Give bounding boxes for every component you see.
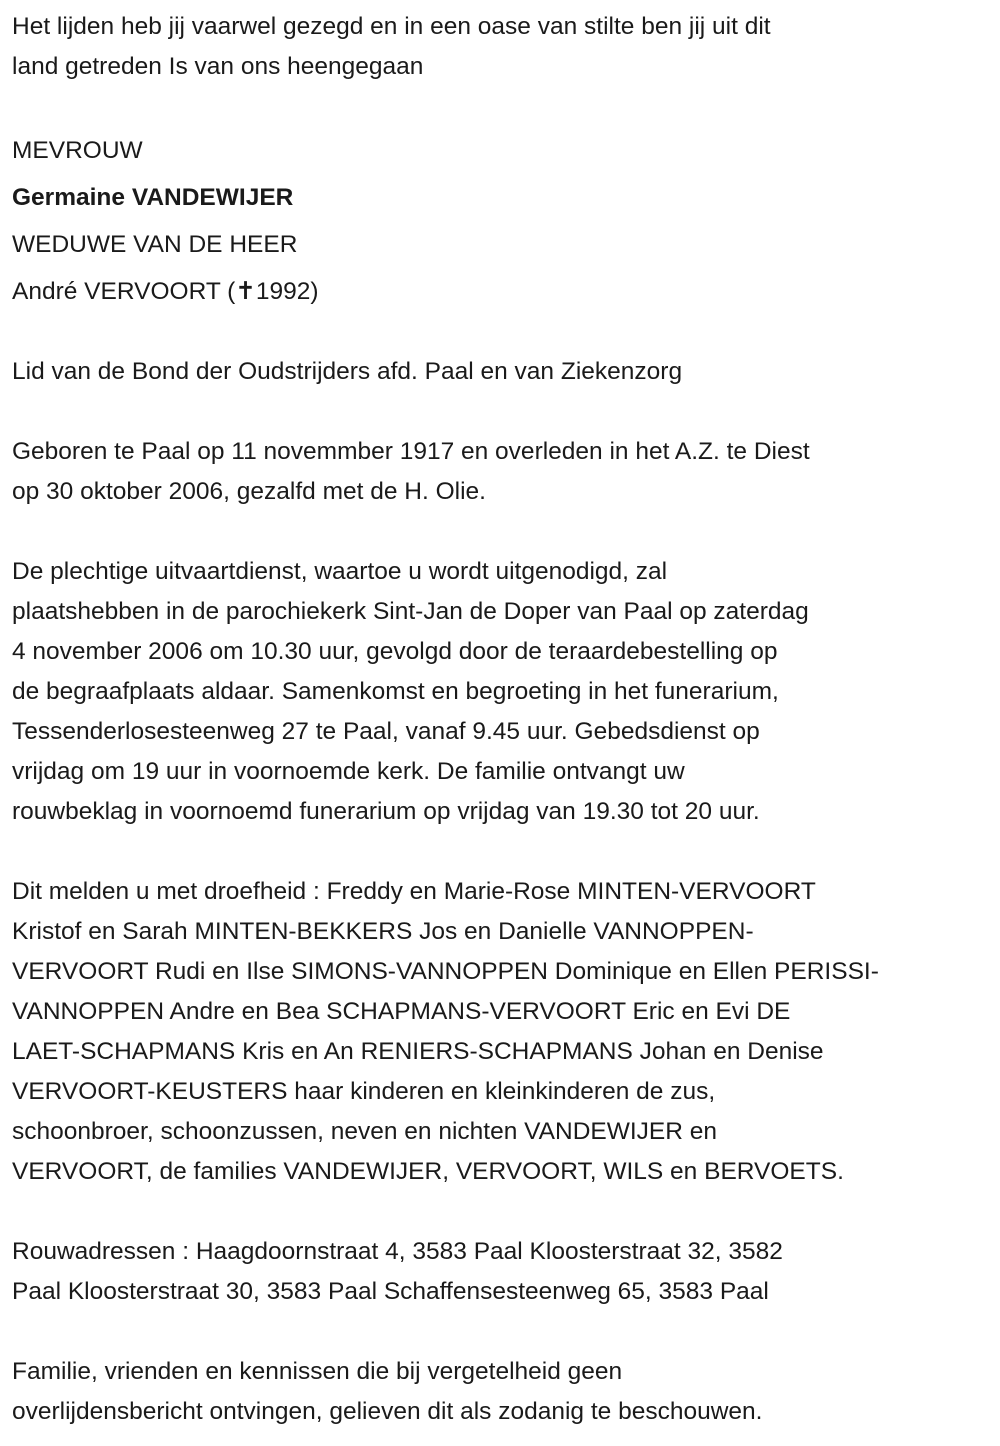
text-line: VERVOORT-KEUSTERS haar kinderen en kleinkinderen de zus,	[12, 1078, 716, 1105]
text-line: Familie, vrienden en kennissen die bij vergetelheid geen	[12, 1358, 623, 1385]
text-line: Tessenderlosesteenweg 27 te Paal, vanaf 9.45 uur. Gebedsdienst op	[12, 718, 760, 745]
birth-death-paragraph	[12, 432, 1000, 512]
addresses-paragraph	[12, 1232, 1000, 1312]
text-line: Het lijden heb jij vaarwel gezegd en in een oase van stilte ben jij uit dit	[12, 13, 771, 40]
relation: WEDUWE VAN DE HEER	[12, 231, 298, 258]
text-line: VERVOORT Rudi en Ilse SIMONS-VANNOPPEN Dominique en Ellen PERISSI-	[12, 958, 879, 985]
text-line: plaatshebben in de parochiekerk Sint-Jan de Doper van Paal op zaterdag	[12, 598, 809, 625]
text-line: op 30 oktober 2006, gezalfd met de H. Olie.	[12, 478, 486, 505]
text-line: de begraafplaats aldaar. Samenkomst en begroeting in het funerarium,	[12, 678, 779, 705]
text-line: Geboren te Paal op 11 novemmber 1917 en overleden in het A.Z. te Diest	[12, 438, 810, 465]
text-line: 4 november 2006 om 10.30 uur, gevolgd door de teraardebestelling op	[12, 638, 778, 665]
text-line: Paal Kloosterstraat 30, 3583 Paal Schaffensesteenweg 65, 3583 Paal	[12, 1278, 769, 1305]
text-line: VERVOORT, de families VANDEWIJER, VERVOORT, WILS en BERVOETS.	[12, 1158, 844, 1185]
deceased-header	[12, 127, 1000, 315]
text-line: overlijdensbericht ontvingen, gelieven dit als zodanig te beschouwen.	[12, 1398, 763, 1425]
title: MEVROUW	[12, 137, 143, 164]
text-line: Rouwadressen : Haagdoornstraat 4, 3583 Paal Kloosterstraat 32, 3582	[12, 1238, 783, 1265]
closing-paragraph	[12, 1352, 1000, 1432]
text-line: rouwbeklag in voornoemd funerarium op vrijdag van 19.30 tot 20 uur.	[12, 798, 760, 825]
intro-paragraph	[12, 7, 1000, 87]
funeral-paragraph	[12, 552, 1000, 832]
text-line: Dit melden u met droefheid : Freddy en Marie-Rose MINTEN-VERVOORT	[12, 878, 816, 905]
membership-paragraph	[12, 352, 1000, 392]
spouse: André VERVOORT (✝1992)	[12, 278, 319, 305]
text-line: schoonbroer, schoonzussen, neven en nichten VANDEWIJER en	[12, 1118, 717, 1145]
text-line: Lid van de Bond der Oudstrijders afd. Paal en van Ziekenzorg	[12, 358, 683, 385]
deceased-name: Germaine VANDEWIJER	[12, 184, 294, 211]
text-line: De plechtige uitvaartdienst, waartoe u wordt uitgenodigd, zal	[12, 558, 668, 585]
text-line: LAET-SCHAPMANS Kris en An RENIERS-SCHAPMANS Johan en Denise	[12, 1038, 824, 1065]
text-line: vrijdag om 19 uur in voornoemde kerk. De familie ontvangt uw	[12, 758, 685, 785]
text-line: VANNOPPEN Andre en Bea SCHAPMANS-VERVOORT Eric en Evi DE	[12, 998, 791, 1025]
text-line: land getreden Is van ons heengegaan	[12, 53, 424, 80]
text-line: Kristof en Sarah MINTEN-BEKKERS Jos en Danielle VANNOPPEN-	[12, 918, 754, 945]
family-paragraph	[12, 872, 1000, 1192]
